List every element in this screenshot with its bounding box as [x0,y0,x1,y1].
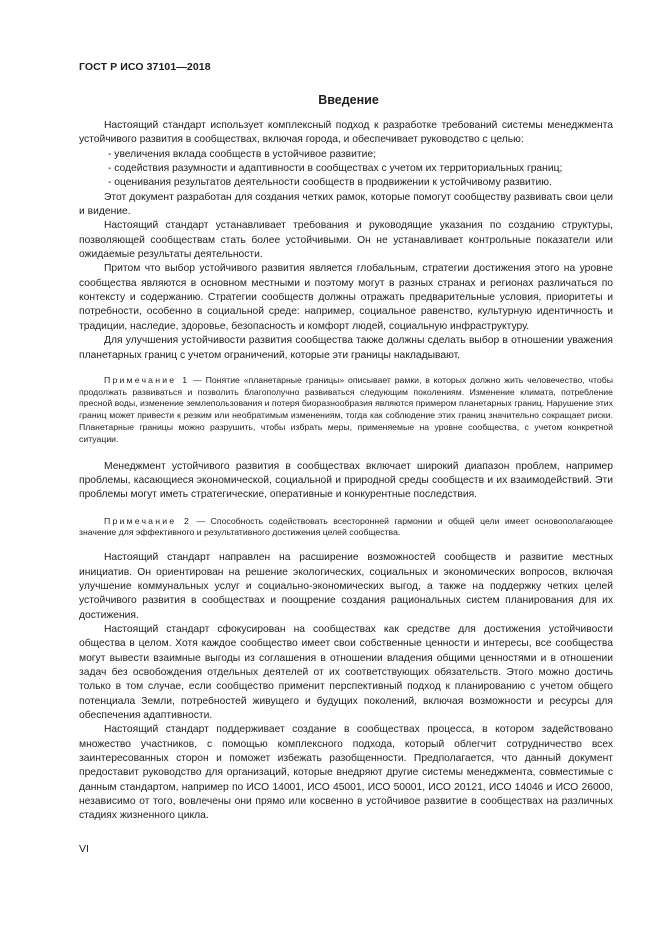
document-body [79,119,613,824]
page-number: VI [79,843,89,855]
note-text: — Понятие «планетарные границы» описывает рамки, в которых должно жить человечество, чтобы продолжать развиваться и позволить благополучно развиваться следующим поколениям. Изменение климата, потребление пресной воды, изменение землепользования и потеря биоразнообразия являются примером планетарных границ. Нарушение этих границ может привести к резким или необратимым изменениям, тогда как соблюдение этих границ значительно сокращает риски. Планетарные границы можно разрушить, чтобы избрать меры, применяемые на уровне сообщества, с учетом конкретной ситуации. [79,374,613,444]
list-item: - содействия разумности и адаптивности в сообществах с учетом их территориальных границ; [108,163,563,175]
list-item: - оценивания результатов деятельности сообществ в продвижении к устойчивому развитию. [108,177,552,189]
note-text: — Способность содействовать всесторонней гармонии и общей цели имеет основополагающее значение для эффективного и результативного достижения целей сообщества. [79,515,613,538]
section-title: Введение [318,93,379,107]
paragraph: Настоящий стандарт направлен на расширение возможностей сообществ и развитие местных инициатив. Он ориентирован на решение экологических, социальных и экономических вопросов, включая улучшение коммунальных услуг и социально-экономических выгод, а также на поддержку четких целей устойчивого развития в сообществах и поощрение создания рациональных систем планирования для их достижения. [79,552,613,621]
list-item: - увеличения вклада сообществ в устойчивое развитие; [108,148,376,160]
note-label: Примечание 1 [104,374,190,385]
standard-id: ГОСТ Р ИСО 37101—2018 [79,61,211,73]
paragraph: Настоящий стандарт устанавливает требования и руководящие указания по созданию структуры, позволяющей сообществам стать более устойчивыми. Он не устанавливает контрольные показатели или ожидаемые результаты деятельности. [79,220,613,261]
paragraph: Настоящий стандарт сфокусирован на сообществах как средстве для достижения устойчивости общества в целом. Хотя каждое сообщество имеет свои собственные ценности и интересы, все сообщества могут вывести взаимные выгоды из соглашения в отношении владения общими ценностями и в отношении задач без освобождения отдельных деятелей от их соответствующих обязательств. Этого можно достичь только в том случае, если сообщество применит перспективный подход к планированию с учетом общего потенциала Земли, потребностей живущего и будущих поколений, включая возможности и ресурсы для обеспечения адаптивности. [79,623,613,722]
note-2 [79,516,613,540]
paragraph: Настоящий стандарт использует комплексный подход к разработке требований системы менеджмента устойчивого развития в сообществах, включая города, и обеспечивает руководство с целью: [79,120,613,146]
note-label: Примечание 2 [104,515,191,526]
paragraph: Этот документ разработан для создания четких рамок, которые помогут сообществу развивать свои цели и видение. [79,191,613,218]
paragraph: Притом что выбор устойчивого развития является глобальным, стратегии достижения этого на уровне сообщества являются в основном местными и поэтому могут в разных странах и регионах различаться по контексту и содержанию. Стратегии сообществ должны отражать предварительные условия, приоритеты и потребности, особенно в социальной среде: например, социальное равенство, культурную идентичность и традиции, наследие, здоровье, безопасность и комфорт людей, социальную инфраструктуру. [79,263,613,332]
paragraph: Настоящий стандарт поддерживает создание в сообществах процесса, в котором задействовано множество участников, с помощью комплексного подхода, который облегчит сотрудничество всех заинтересованных сторон и поможет избежать разобщенности. Предполагается, что данный документ предоставит руководство для организаций, которые внедряют другие системы менеджмента, совместимые с данным стандартом, например по ИСО 14001, ИСО 45001, ИСО 50001, ИСО 20121, ИСО 14046 и ИСО 26000, независимо от того, вовлечены они прямо или косвенно в устойчивое развитие в сообществах на различных стадиях жизненного цикла. [79,724,613,822]
note-1 [79,375,613,446]
paragraph: Менеджмент устойчивого развития в сообществах включает широкий диапазон проблем, например проблемы, касающиеся экономической, социальной и природной среды сообществ и их взаимодействий. Эти проблемы могут иметь стратегические, оперативные и конкурентные последствия. [79,460,613,501]
paragraph: Для улучшения устойчивости развития сообщества также должны сделать выбор в отношении уважения планетарных границ с учетом ограничений, которые эти границы накладывают. [79,335,613,361]
